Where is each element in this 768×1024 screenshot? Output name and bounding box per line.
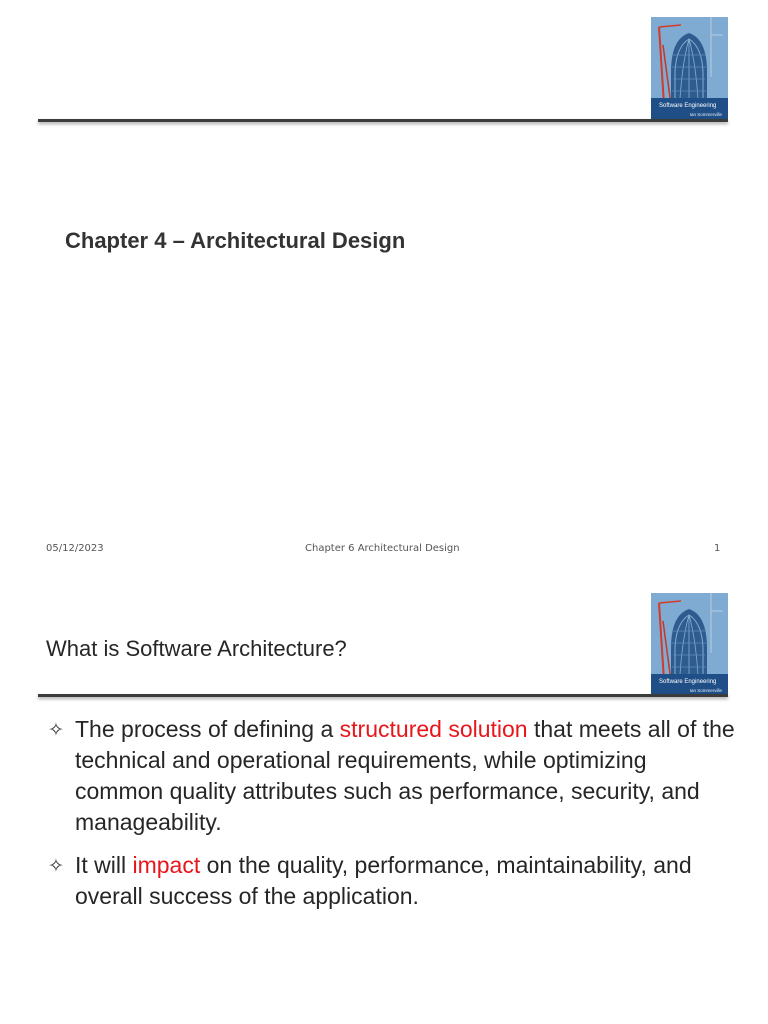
list-item (46, 850, 736, 912)
bullet-text: The process of defining a (75, 716, 340, 742)
cover-author: Ian Sommerville (689, 688, 722, 693)
book-cover-image (651, 593, 728, 696)
list-item (46, 714, 736, 838)
book-cover-image (651, 17, 728, 120)
header-rule (38, 119, 728, 122)
footer-date: 05/12/2023 (46, 543, 104, 554)
bullet-highlight: impact (132, 852, 201, 878)
header-rule (38, 694, 728, 697)
four-pointed-star-outline-icon: ✧ (48, 719, 64, 741)
footer-page-number: 1 (714, 543, 721, 554)
slide-heading: What is Software Architecture? (46, 636, 347, 661)
bullet-text: that meets all of the technical and operational requirements, while optimizing common quality attributes such as performance, security, and manageability. (75, 716, 735, 835)
bullet-list (46, 714, 736, 924)
content-slide (0, 576, 768, 1024)
cover-title: Software Engineering (659, 103, 717, 109)
footer-chapter: Chapter 6 Architectural Design (305, 543, 460, 554)
bullet-text: It will (75, 852, 133, 878)
cover-title: Software Engineering (659, 679, 717, 685)
bullet-highlight: structured solution (339, 716, 528, 742)
four-pointed-star-outline-icon: ✧ (48, 855, 64, 877)
cover-author: Ian Sommerville (689, 112, 722, 117)
chapter-title: Chapter 4 – Architectural Design (65, 228, 406, 253)
bullet-text: on the quality, performance, maintainability, and overall success of the application. (75, 852, 692, 909)
